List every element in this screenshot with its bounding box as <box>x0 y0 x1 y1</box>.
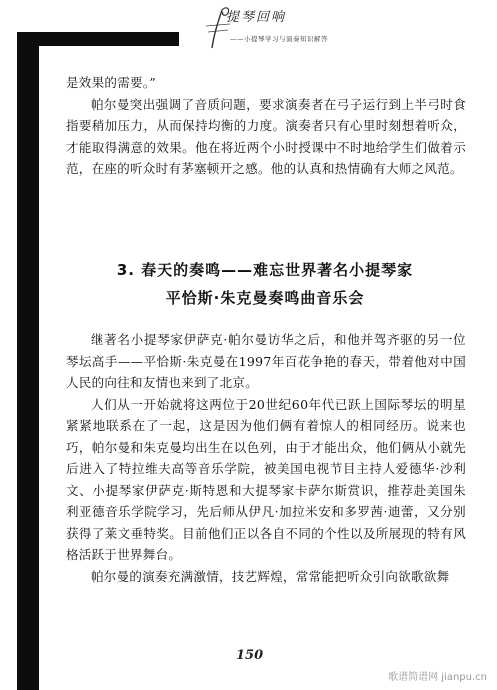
header-logo-text: 提琴回响 <box>226 10 287 25</box>
decorative-left-bar <box>17 32 39 690</box>
paragraph: 帕尔曼的演奏充满激情，技艺辉煌，常常能把听众引向欲歌欲舞 <box>91 568 450 584</box>
section-heading-line2: 平恰斯·朱克曼奏鸣曲音乐会 <box>165 289 365 307</box>
watermark: 歌谱简谱网 jianpu.cn <box>388 672 487 683</box>
paragraph: 人们从一开始就将这两位于20世纪60年代已跃上国际琴坛的明星紧紧地联系在了一起，这是因为他们俩有着惊人的相同经历。说来也巧，帕尔曼和朱克曼均出生在以色列，由于才能出众，他们俩从小就先后进入了特拉维夫高等音乐学院，被美国电视节目主持人爱德华·沙利文、小提琴家伊萨克·斯特恩和大提琴家卡萨尔斯赏识，推荐赴美国朱利亚德音乐学院学习，先后师从伊凡·加拉米安和多罗茜·迪蕾，又分别获得了莱文垂特奖。目前他们正以各自不同的个性以及所展现的特有风格活跃于世界舞台。 <box>66 396 466 562</box>
page-number: 150 <box>236 648 264 663</box>
top-text-block <box>66 72 466 180</box>
decorative-top-bar <box>17 32 179 46</box>
header-logo <box>200 4 340 52</box>
header-subtitle: ——小提琴学习与演奏知识解答 <box>230 35 328 43</box>
paragraph: 是效果的需要。” <box>66 75 157 90</box>
bottom-text-block <box>66 329 466 587</box>
paragraph: 帕尔曼突出强调了音质问题，要求演奏者在弓子运行到上半弓时食指要稍加压力，从而保持均衡的力度。演奏者只有心里时刻想着听众，才能取得满意的效果。他在将近两个小时授课中不时地给学生们做着示范，在座的听众时有茅塞顿开之感。他的认真和热情确有大师之风范。 <box>66 96 466 176</box>
section-heading-line1: 3. 春天的奏鸣——难忘世界著名小提琴家 <box>116 261 414 279</box>
paragraph: 继著名小提琴家伊萨克·帕尔曼访华之后，和他并驾齐驱的另一位琴坛高手——平恰斯·朱克曼在1997年百花争艳的春天，带着他对中国人民的向往和友情也来到了北京。 <box>66 332 466 390</box>
